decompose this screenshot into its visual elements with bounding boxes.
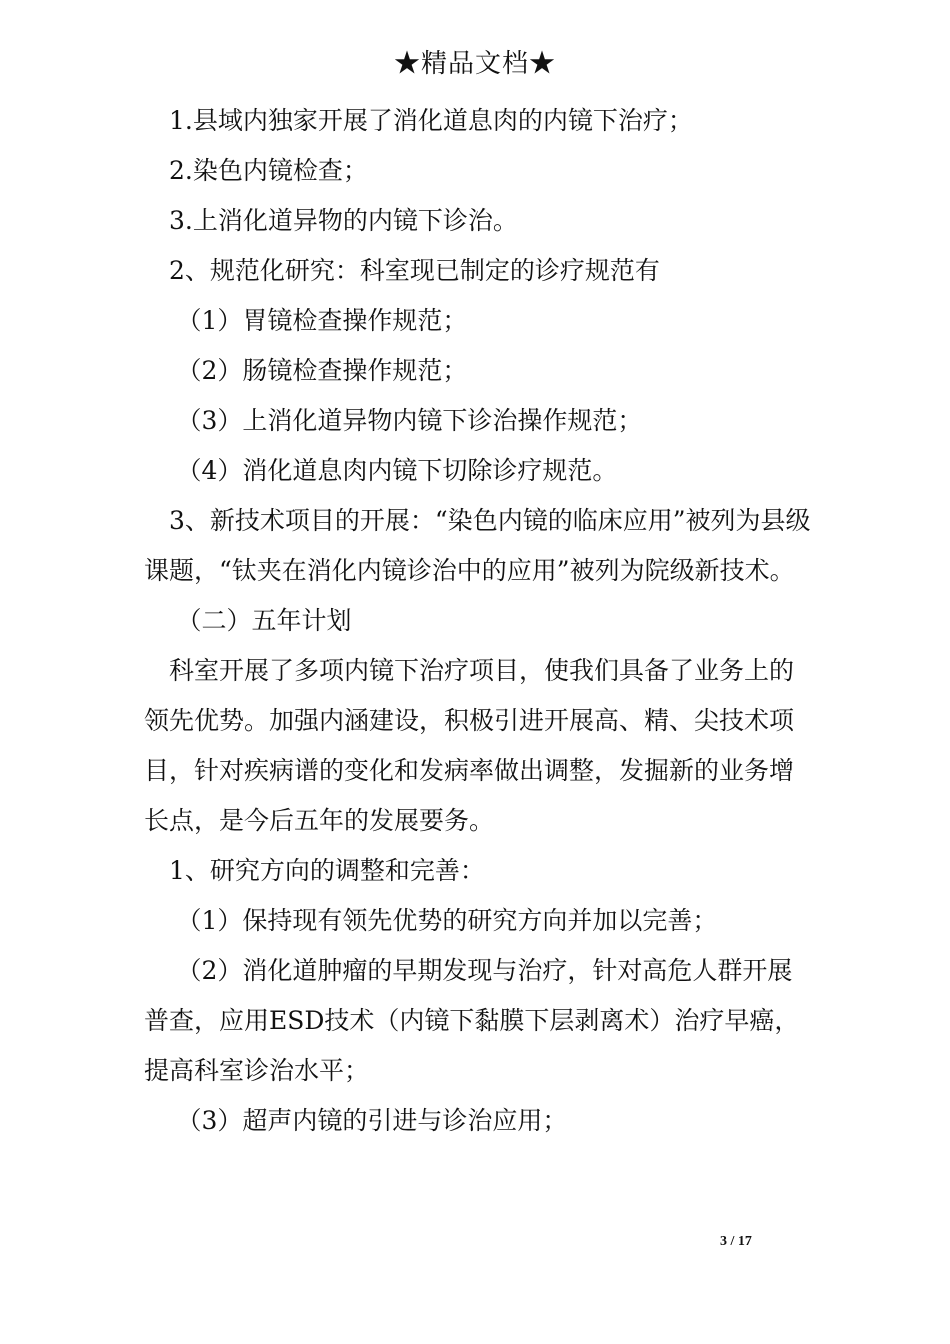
section-heading: （二）五年计划 <box>176 606 352 635</box>
paragraph: 2.染色内镜检查； <box>169 156 368 185</box>
paragraph: 1.县域内独家开展了消化道息肉的内镜下治疗； <box>169 106 693 135</box>
document-body <box>144 96 814 1146</box>
paragraph: 3、新技术项目的开展：“染色内镜的临床应用”被列为县级课题，“钛夹在消化内镜诊治中的应用”被列为院级新技术。 <box>144 506 811 585</box>
paragraph: （1）保持现有领先优势的研究方向并加以完善； <box>176 906 718 935</box>
paragraph: 1、研究方向的调整和完善： <box>169 856 485 885</box>
paragraph: 3.上消化道异物的内镜下诊治。 <box>169 206 518 235</box>
page-header-title: ★精品文档★ <box>393 49 556 79</box>
paragraph: （4）消化道息肉内镜下切除诊疗规范。 <box>176 456 618 485</box>
paragraph: 科室开展了多项内镜下治疗项目，使我们具备了业务上的领先优势。加强内涵建设，积极引进开展高、精、尖技术项目，针对疾病谱的变化和发病率做出调整，发掘新的业务增长点，是今后五年的发展要务。 <box>144 656 795 835</box>
paragraph: （3）上消化道异物内镜下诊治操作规范； <box>176 406 643 435</box>
paragraph: （3）超声内镜的引进与诊治应用； <box>176 1106 568 1135</box>
paragraph: （2）肠镜检查操作规范； <box>176 356 468 385</box>
paragraph: 2、规范化研究：科室现已制定的诊疗规范有 <box>169 256 660 285</box>
page-number: 3 / 17 <box>720 1234 752 1249</box>
paragraph: （1）胃镜检查操作规范； <box>176 306 468 335</box>
paragraph: （2）消化道肿瘤的早期发现与治疗，针对高危人群开展普查，应用ESD技术（内镜下黏膜下层剥离术）治疗早癌，提高科室诊治水平； <box>144 956 800 1085</box>
